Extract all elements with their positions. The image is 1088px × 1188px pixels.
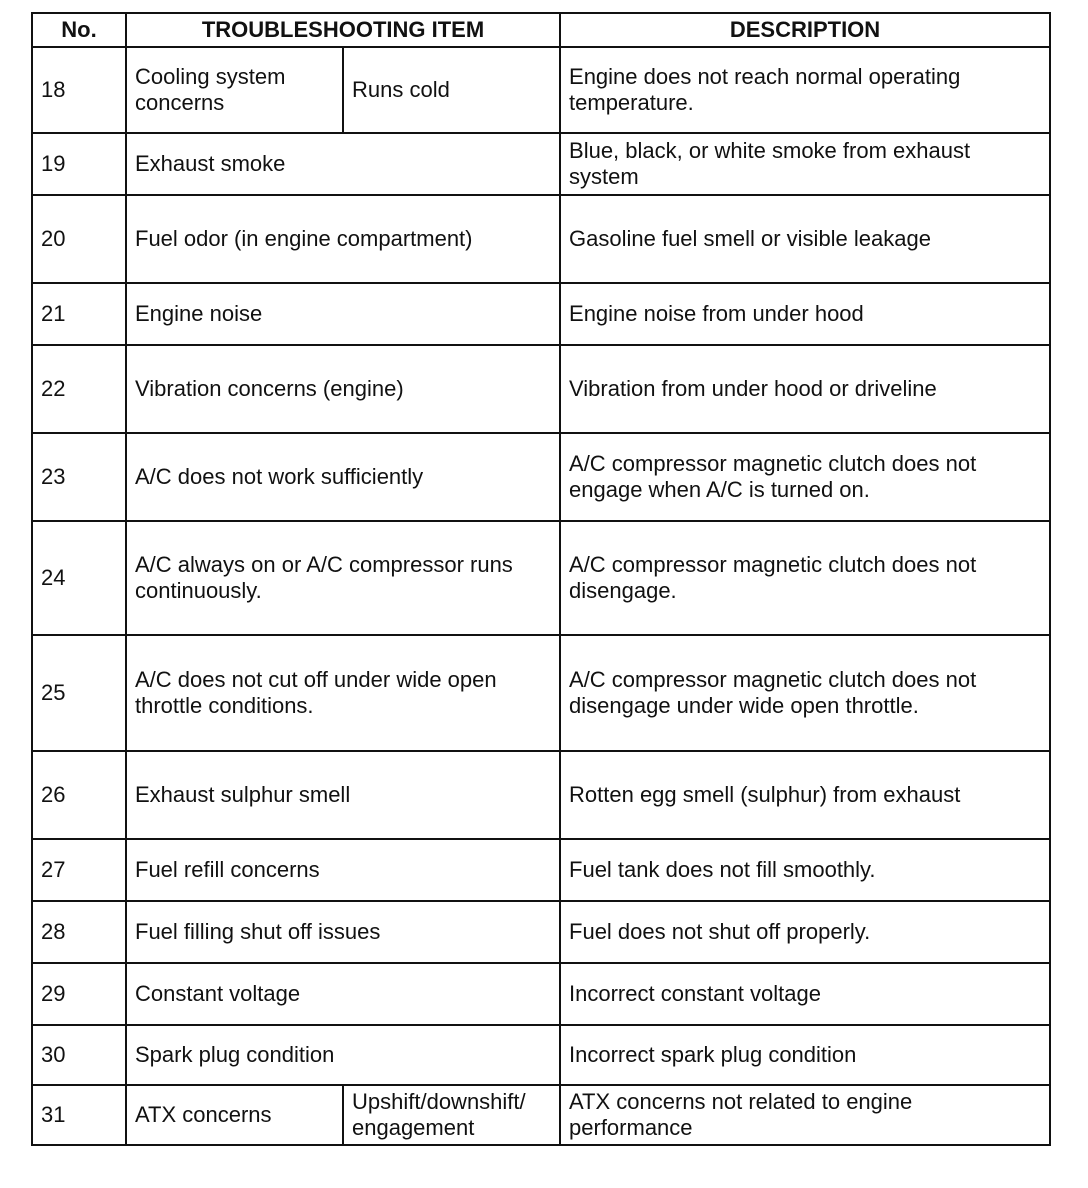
header-row	[32, 13, 1050, 47]
description: A/C compressor magnetic clutch does not engage when A/C is turned on.	[560, 433, 1050, 521]
troubleshooting-item: Engine noise	[126, 283, 560, 345]
description: Engine does not reach normal operating temperature.	[560, 47, 1050, 133]
row-number: 20	[32, 195, 126, 283]
table-row	[32, 345, 1050, 433]
row-number: 27	[32, 839, 126, 901]
table-row	[32, 521, 1050, 635]
description: Fuel does not shut off properly.	[560, 901, 1050, 963]
row-number: 24	[32, 521, 126, 635]
table-row	[32, 901, 1050, 963]
troubleshooting-item: ATX concerns	[126, 1085, 343, 1145]
troubleshooting-table	[31, 12, 1051, 1146]
table-row	[32, 839, 1050, 901]
header-troubleshooting-item: TROUBLESHOOTING ITEM	[126, 13, 560, 47]
description: Fuel tank does not fill smoothly.	[560, 839, 1050, 901]
troubleshooting-item: Spark plug condition	[126, 1025, 560, 1085]
row-number: 22	[32, 345, 126, 433]
description: Rotten egg smell (sulphur) from exhaust	[560, 751, 1050, 839]
troubleshooting-item: Fuel refill concerns	[126, 839, 560, 901]
description: A/C compressor magnetic clutch does not disengage under wide open throttle.	[560, 635, 1050, 751]
troubleshooting-item: Exhaust sulphur smell	[126, 751, 560, 839]
header-description: DESCRIPTION	[560, 13, 1050, 47]
troubleshooting-sub-item: Upshift/downshift/ engagement	[343, 1085, 560, 1145]
row-number: 25	[32, 635, 126, 751]
row-number: 26	[32, 751, 126, 839]
table-row	[32, 751, 1050, 839]
troubleshooting-sub-item: Runs cold	[343, 47, 560, 133]
description: ATX concerns not related to engine performance	[560, 1085, 1050, 1145]
header-no: No.	[32, 13, 126, 47]
troubleshooting-item: Fuel filling shut off issues	[126, 901, 560, 963]
troubleshooting-item: A/C always on or A/C compressor runs continuously.	[126, 521, 560, 635]
row-number: 23	[32, 433, 126, 521]
troubleshooting-item: Fuel odor (in engine compartment)	[126, 195, 560, 283]
row-number: 30	[32, 1025, 126, 1085]
table-row	[32, 47, 1050, 133]
row-number: 18	[32, 47, 126, 133]
table-row	[32, 963, 1050, 1025]
table-row	[32, 635, 1050, 751]
description: Vibration from under hood or driveline	[560, 345, 1050, 433]
troubleshooting-item: Cooling system concerns	[126, 47, 343, 133]
row-number: 19	[32, 133, 126, 195]
troubleshooting-item: Exhaust smoke	[126, 133, 560, 195]
row-number: 28	[32, 901, 126, 963]
table-row	[32, 133, 1050, 195]
table-row	[32, 1025, 1050, 1085]
table-row	[32, 195, 1050, 283]
troubleshooting-item: Vibration concerns (engine)	[126, 345, 560, 433]
row-number: 29	[32, 963, 126, 1025]
troubleshooting-item: A/C does not cut off under wide open throttle conditions.	[126, 635, 560, 751]
troubleshooting-item: Constant voltage	[126, 963, 560, 1025]
description: Incorrect constant voltage	[560, 963, 1050, 1025]
row-number: 31	[32, 1085, 126, 1145]
description: Engine noise from under hood	[560, 283, 1050, 345]
troubleshooting-item: A/C does not work sufficiently	[126, 433, 560, 521]
table-row	[32, 1085, 1050, 1145]
description: Blue, black, or white smoke from exhaust system	[560, 133, 1050, 195]
table-row	[32, 433, 1050, 521]
table-row	[32, 283, 1050, 345]
description: Gasoline fuel smell or visible leakage	[560, 195, 1050, 283]
description: Incorrect spark plug condition	[560, 1025, 1050, 1085]
row-number: 21	[32, 283, 126, 345]
description: A/C compressor magnetic clutch does not disengage.	[560, 521, 1050, 635]
